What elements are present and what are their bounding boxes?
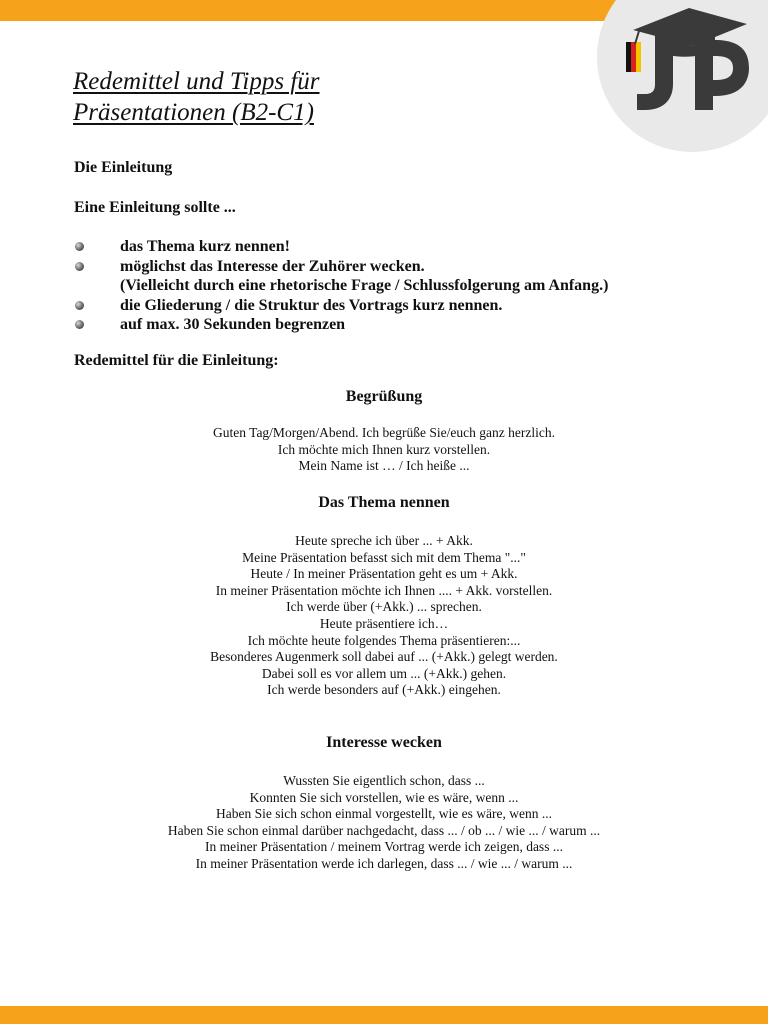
list-item (74, 296, 714, 316)
list-item-text: die Gliederung / die Struktur des Vortrags kurz nennen. (120, 296, 503, 314)
bullet-icon (75, 262, 84, 271)
phrase-line: Guten Tag/Morgen/Abend. Ich begrüße Sie/euch ganz herzlich. (213, 425, 555, 440)
phrase-list (0, 773, 768, 873)
phrase-line: Ich werde besonders auf (+Akk.) eingehen. (267, 682, 501, 698)
bullet-icon (75, 301, 84, 310)
list-item-text: auf max. 30 Sekunden begrenzen (120, 316, 346, 333)
phrase-line: Haben Sie schon einmal darüber nachgedacht, dass ... / ob ... / wie ... / warum ... (167, 822, 601, 838)
phrase-line: Meine Präsentation befasst sich mit dem Thema "..." (242, 549, 526, 565)
phrase-line: Heute präsentiere ich… (319, 615, 449, 631)
phrase-list (0, 425, 768, 475)
section-heading: Das Thema nennen (318, 494, 450, 511)
bullet-icon (75, 242, 84, 251)
phrase-line: In meiner Präsentation / meinem Vortrag werde ich zeigen, dass ... (205, 839, 563, 855)
list-item-text: möglichst das Interesse der Zuhörer wecken. (120, 257, 425, 275)
phrase-line: Ich möchte heute folgendes Thema präsentieren:... (247, 632, 521, 648)
bottom-accent-bar (0, 1006, 768, 1024)
list-item-text: das Thema kurz nennen! (120, 238, 290, 255)
intro-text: Eine Einleitung sollte ... (74, 199, 236, 216)
phrase-line: Haben Sie sich schon einmal vorgestellt, wie es wäre, wenn ... (215, 806, 553, 822)
section-heading-einleitung: Die Einleitung (74, 159, 173, 176)
list-item-text: (Vielleicht durch eine rhetorische Frage / Schlussfolgerung am Anfang.) (120, 277, 609, 294)
graduation-cap-jp-logo-icon (597, 0, 768, 152)
bullet-icon (75, 320, 84, 329)
section-begruessung (0, 388, 768, 475)
phrase-line: Dabei soll es vor allem um ... (+Akk.) gehen. (261, 665, 507, 681)
redemittel-heading: Redemittel für die Einleitung: (74, 352, 279, 369)
section-interesse-wecken (0, 734, 768, 873)
page-title (73, 66, 320, 128)
list-item (74, 257, 714, 296)
section-heading: Interesse wecken (326, 734, 442, 751)
title-line-1: Redemittel und Tipps für (73, 68, 320, 95)
phrase-line: Ich möchte mich Ihnen kurz vorstellen. (277, 441, 491, 457)
phrase-line: In meiner Präsentation werde ich darlegen, dass ... / wie ... / warum ... (195, 855, 573, 871)
bullet-list (74, 237, 714, 335)
phrase-line: In meiner Präsentation möchte ich Ihnen .... + Akk. vorstellen. (215, 582, 553, 598)
phrase-line: Ich werde über (+Akk.) ... sprechen. (286, 599, 482, 615)
phrase-line: Mein Name ist … / Ich heiße ... (298, 458, 470, 474)
logo (597, 0, 768, 152)
title-line-2: Präsentationen (B2-C1) (73, 99, 314, 126)
section-heading: Begrüßung (345, 388, 423, 405)
phrase-line: Heute / In meiner Präsentation geht es um + Akk. (250, 566, 518, 582)
list-item (74, 315, 714, 335)
phrase-line: Heute spreche ich über ... + Akk. (295, 533, 473, 548)
section-thema-nennen (0, 494, 768, 699)
phrase-line: Konnten Sie sich vorstellen, wie es wäre, wenn ... (249, 789, 519, 805)
phrase-line: Wussten Sie eigentlich schon, dass ... (283, 773, 485, 788)
phrase-line: Besonderes Augenmerk soll dabei auf ... (+Akk.) gelegt werden. (210, 649, 558, 665)
list-item (74, 237, 714, 257)
phrase-list (0, 533, 768, 699)
